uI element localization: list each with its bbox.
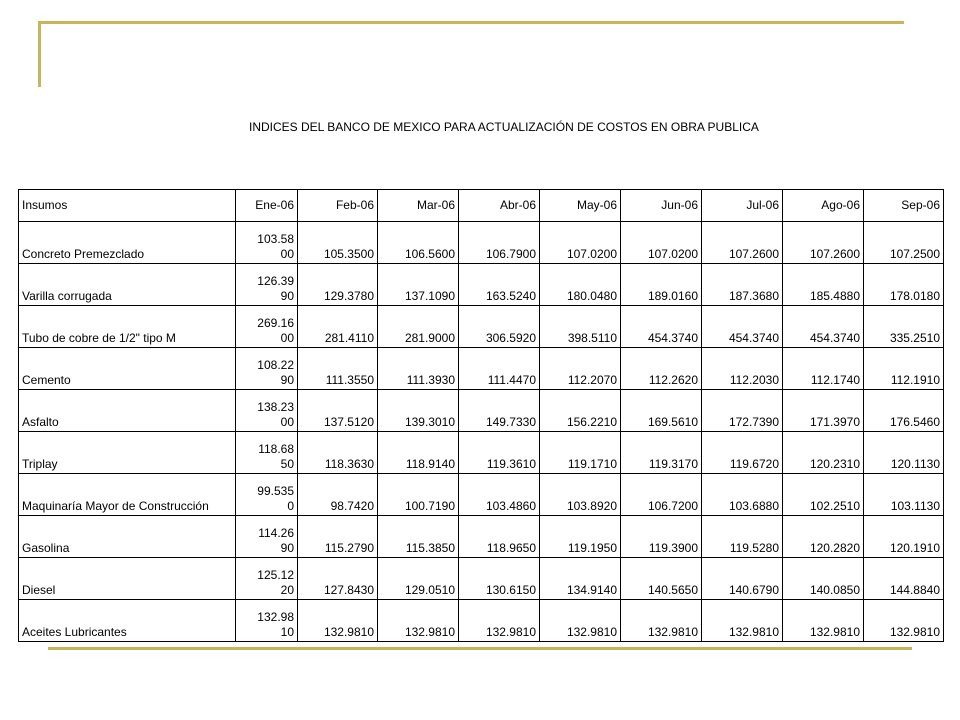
- index-table: [18, 189, 944, 642]
- header-month: May-06: [540, 190, 621, 222]
- ene-value-cell: [236, 306, 298, 348]
- month-value-cell: 119.3900: [621, 516, 702, 558]
- ene-value-part: 118.68: [258, 442, 294, 456]
- ene-value-cell: [236, 600, 298, 642]
- month-value-cell: 281.4110: [298, 306, 378, 348]
- table-row: [19, 390, 944, 432]
- month-value-cell: 172.7390: [702, 390, 783, 432]
- ene-value-part: 00: [280, 415, 294, 429]
- insumo-name-cell: Tubo de cobre de 1/2" tipo M: [19, 306, 236, 348]
- header-month: Jun-06: [621, 190, 702, 222]
- insumo-name-cell: Concreto Premezclado: [19, 222, 236, 264]
- ene-value-part: 114.26: [258, 526, 294, 540]
- month-value-cell: 115.3850: [378, 516, 459, 558]
- month-value-cell: 119.6720: [702, 432, 783, 474]
- month-value-cell: 127.8430: [298, 558, 378, 600]
- header-month: Sep-06: [864, 190, 944, 222]
- month-value-cell: 335.2510: [864, 306, 944, 348]
- ene-value-part: 20: [280, 583, 294, 597]
- month-value-cell: 118.9650: [459, 516, 540, 558]
- ene-value-part: 90: [280, 541, 294, 555]
- month-value-cell: 111.3930: [378, 348, 459, 390]
- month-value-cell: 120.2310: [783, 432, 864, 474]
- ene-value-part: 50: [280, 457, 294, 471]
- insumo-name-cell: Triplay: [19, 432, 236, 474]
- month-value-cell: 111.3550: [298, 348, 378, 390]
- month-value-cell: 107.2600: [783, 222, 864, 264]
- month-value-cell: 100.7190: [378, 474, 459, 516]
- insumo-name-cell: Varilla corrugada: [19, 264, 236, 306]
- ene-value-cell: [236, 474, 298, 516]
- page-title: INDICES DEL BANCO DE MEXICO PARA ACTUALIZACIÓN DE COSTOS EN OBRA PUBLICA: [249, 120, 759, 134]
- month-value-cell: 119.1950: [540, 516, 621, 558]
- month-value-cell: 106.7200: [621, 474, 702, 516]
- month-value-cell: 107.0200: [540, 222, 621, 264]
- header-insumos: Insumos: [19, 190, 236, 222]
- ene-value-part: 90: [280, 289, 294, 303]
- ene-value-cell: [236, 264, 298, 306]
- month-value-cell: 149.7330: [459, 390, 540, 432]
- month-value-cell: 144.8840: [864, 558, 944, 600]
- table-row: [19, 348, 944, 390]
- month-value-cell: 163.5240: [459, 264, 540, 306]
- header-month: Ago-06: [783, 190, 864, 222]
- month-value-cell: 119.3610: [459, 432, 540, 474]
- ene-value-part: 132.98: [257, 610, 294, 624]
- ene-value-cell: [236, 390, 298, 432]
- month-value-cell: 105.3500: [298, 222, 378, 264]
- top-decorative-rule: [40, 21, 904, 24]
- ene-value-part: 103.58: [257, 232, 294, 246]
- header-month: Mar-06: [378, 190, 459, 222]
- insumo-name-cell: Aceites Lubricantes: [19, 600, 236, 642]
- month-value-cell: 139.3010: [378, 390, 459, 432]
- ene-value-part: 108.22: [257, 358, 294, 372]
- ene-value-cell: [236, 516, 298, 558]
- month-value-cell: 119.3170: [621, 432, 702, 474]
- ene-value-cell: [236, 348, 298, 390]
- month-value-cell: 103.4860: [459, 474, 540, 516]
- month-value-cell: 189.0160: [621, 264, 702, 306]
- month-value-cell: 112.2030: [702, 348, 783, 390]
- month-value-cell: 185.4880: [783, 264, 864, 306]
- month-value-cell: 106.5600: [378, 222, 459, 264]
- month-value-cell: 119.1710: [540, 432, 621, 474]
- table-row: [19, 558, 944, 600]
- month-value-cell: 398.5110: [540, 306, 621, 348]
- month-value-cell: 118.3630: [298, 432, 378, 474]
- month-value-cell: 281.9000: [378, 306, 459, 348]
- month-value-cell: 120.1910: [864, 516, 944, 558]
- month-value-cell: 132.9810: [540, 600, 621, 642]
- ene-value-part: 00: [280, 331, 294, 345]
- table-row: [19, 306, 944, 348]
- month-value-cell: 115.2790: [298, 516, 378, 558]
- month-value-cell: 112.2620: [621, 348, 702, 390]
- month-value-cell: 130.6150: [459, 558, 540, 600]
- month-value-cell: 111.4470: [459, 348, 540, 390]
- table-row: [19, 474, 944, 516]
- ene-value-part: 10: [280, 625, 294, 639]
- month-value-cell: 169.5610: [621, 390, 702, 432]
- month-value-cell: 107.0200: [621, 222, 702, 264]
- month-value-cell: 178.0180: [864, 264, 944, 306]
- month-value-cell: 140.6790: [702, 558, 783, 600]
- month-value-cell: 132.9810: [378, 600, 459, 642]
- month-value-cell: 112.1740: [783, 348, 864, 390]
- header-month: Ene-06: [236, 190, 298, 222]
- month-value-cell: 180.0480: [540, 264, 621, 306]
- left-decorative-rule: [38, 21, 41, 87]
- month-value-cell: 454.3740: [783, 306, 864, 348]
- month-value-cell: 120.1130: [864, 432, 944, 474]
- month-value-cell: 132.9810: [459, 600, 540, 642]
- ene-value-part: 126.39: [257, 274, 294, 288]
- month-value-cell: 132.9810: [783, 600, 864, 642]
- month-value-cell: 156.2210: [540, 390, 621, 432]
- insumo-name-cell: Maquinaría Mayor de Construcción: [19, 474, 236, 516]
- month-value-cell: 176.5460: [864, 390, 944, 432]
- ene-value-part: 269.16: [257, 316, 294, 330]
- header-month: Abr-06: [459, 190, 540, 222]
- month-value-cell: 171.3970: [783, 390, 864, 432]
- insumo-name-cell: Diesel: [19, 558, 236, 600]
- month-value-cell: 137.5120: [298, 390, 378, 432]
- month-value-cell: 107.2600: [702, 222, 783, 264]
- insumo-name-cell: Gasolina: [19, 516, 236, 558]
- month-value-cell: 129.0510: [378, 558, 459, 600]
- month-value-cell: 140.5650: [621, 558, 702, 600]
- table-row: [19, 222, 944, 264]
- month-value-cell: 454.3740: [621, 306, 702, 348]
- table-body: [19, 222, 944, 642]
- month-value-cell: 132.9810: [864, 600, 944, 642]
- month-value-cell: 129.3780: [298, 264, 378, 306]
- ene-value-part: 125.12: [257, 568, 294, 582]
- month-value-cell: 187.3680: [702, 264, 783, 306]
- header-month: Jul-06: [702, 190, 783, 222]
- month-value-cell: 132.9810: [621, 600, 702, 642]
- month-value-cell: 107.2500: [864, 222, 944, 264]
- month-value-cell: 112.1910: [864, 348, 944, 390]
- table-row: [19, 600, 944, 642]
- month-value-cell: 112.2070: [540, 348, 621, 390]
- month-value-cell: 132.9810: [702, 600, 783, 642]
- ene-value-cell: [236, 222, 298, 264]
- table-row: [19, 264, 944, 306]
- insumo-name-cell: Cemento: [19, 348, 236, 390]
- month-value-cell: 103.6880: [702, 474, 783, 516]
- ene-value-part: 138.23: [257, 400, 294, 414]
- month-value-cell: 140.0850: [783, 558, 864, 600]
- ene-value-cell: [236, 432, 298, 474]
- month-value-cell: 120.2820: [783, 516, 864, 558]
- month-value-cell: 118.9140: [378, 432, 459, 474]
- month-value-cell: 102.2510: [783, 474, 864, 516]
- bottom-decorative-rule: [48, 647, 912, 650]
- month-value-cell: 137.1090: [378, 264, 459, 306]
- header-row: [19, 190, 944, 222]
- month-value-cell: 119.5280: [702, 516, 783, 558]
- ene-value-cell: [236, 558, 298, 600]
- month-value-cell: 106.7900: [459, 222, 540, 264]
- table-row: [19, 516, 944, 558]
- month-value-cell: 134.9140: [540, 558, 621, 600]
- ene-value-part: 99.535: [257, 484, 294, 498]
- month-value-cell: 306.5920: [459, 306, 540, 348]
- ene-value-part: 90: [280, 373, 294, 387]
- month-value-cell: 454.3740: [702, 306, 783, 348]
- table-row: [19, 432, 944, 474]
- insumo-name-cell: Asfalto: [19, 390, 236, 432]
- ene-value-part: 0: [287, 499, 294, 513]
- month-value-cell: 103.1130: [864, 474, 944, 516]
- month-value-cell: 98.7420: [298, 474, 378, 516]
- month-value-cell: 132.9810: [298, 600, 378, 642]
- ene-value-part: 00: [280, 247, 294, 261]
- header-month: Feb-06: [298, 190, 378, 222]
- month-value-cell: 103.8920: [540, 474, 621, 516]
